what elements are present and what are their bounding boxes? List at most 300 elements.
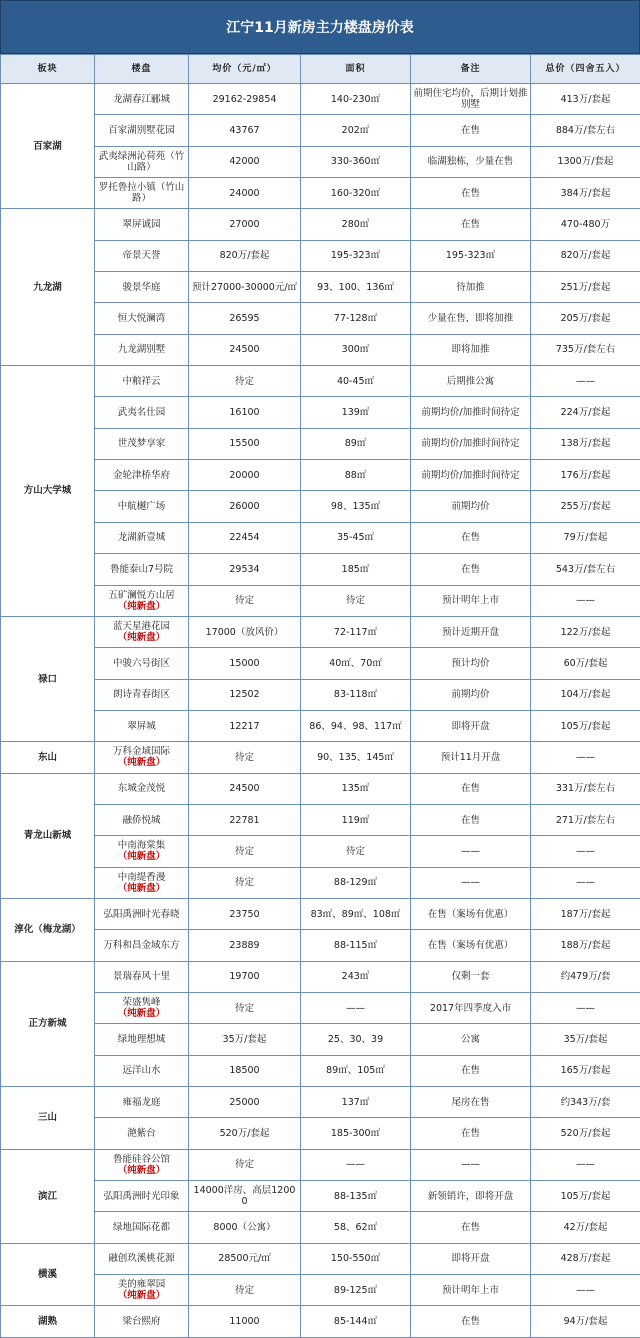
note-cell: 预计均价 (411, 648, 531, 679)
avg-price-cell: 14000洋房、高层12000 (189, 1181, 301, 1212)
area-cell: 25、30、39 (301, 1024, 411, 1055)
note-cell: 在售 (411, 804, 531, 835)
project-cell (95, 804, 189, 835)
area-cell: 195-323㎡ (301, 240, 411, 271)
project-name: 鲁能泰山7号院 (110, 564, 173, 575)
note-cell: 前期均价 (411, 679, 531, 710)
table-row (1, 898, 640, 929)
project-name: 百家湖别墅花园 (108, 125, 175, 136)
total-cell: 543万/套左右 (531, 554, 640, 585)
project-name: 翠屏城 (127, 721, 156, 732)
area-cell: 137㎡ (301, 1087, 411, 1118)
avg-price-cell: 预计27000-30000元/㎡ (189, 272, 301, 303)
total-cell: 约479万/套 (531, 961, 640, 992)
project-name: 朗诗青春街区 (113, 689, 170, 700)
area-cell: 72-117㎡ (301, 616, 411, 647)
total-cell: 251万/套起 (531, 272, 640, 303)
note-cell: 前期均价/加推时间待定 (411, 428, 531, 459)
avg-price-cell: 24500 (189, 334, 301, 365)
avg-price-cell: 24500 (189, 773, 301, 804)
project-cell (95, 178, 189, 209)
total-cell: 约343万/套 (531, 1087, 640, 1118)
project-cell (95, 1212, 189, 1243)
project-cell (95, 272, 189, 303)
header-district: 板块 (1, 55, 95, 84)
note-cell: 在售 (411, 554, 531, 585)
area-cell: 160-320㎡ (301, 178, 411, 209)
total-cell: —— (531, 992, 640, 1023)
total-cell: 35万/套起 (531, 1024, 640, 1055)
project-name: 景瑞春风十里 (113, 971, 170, 982)
total-cell: 138万/套起 (531, 428, 640, 459)
avg-price-cell: 25000 (189, 1087, 301, 1118)
avg-price-cell: 29162-29854 (189, 84, 301, 115)
total-cell: 470-480万 (531, 209, 640, 240)
project-name: 弘阳禹洲时光印象 (103, 1191, 179, 1202)
area-cell: 280㎡ (301, 209, 411, 240)
total-cell: 105万/套起 (531, 710, 640, 741)
project-cell (95, 522, 189, 553)
district-cell: 禄口 (1, 616, 95, 741)
avg-price-cell: 26000 (189, 491, 301, 522)
new-project-tag: （纯新盘） (97, 601, 186, 612)
district-cell: 三山 (1, 1087, 95, 1150)
project-name: 蓝天星港花园 (113, 621, 170, 632)
area-cell: 88-135㎡ (301, 1181, 411, 1212)
area-cell: 135㎡ (301, 773, 411, 804)
avg-price-cell: 待定 (189, 867, 301, 898)
note-cell: 公寓 (411, 1024, 531, 1055)
price-table (0, 54, 640, 1338)
avg-price-cell: 19700 (189, 961, 301, 992)
new-project-tag: （纯新盘） (97, 632, 186, 643)
district-cell: 横溪 (1, 1243, 95, 1306)
project-cell (95, 648, 189, 679)
table-row (1, 616, 640, 647)
table-row (1, 1275, 640, 1306)
table-row (1, 773, 640, 804)
table-header (1, 55, 640, 84)
header-area: 面积 (301, 55, 411, 84)
project-cell (95, 1275, 189, 1306)
project-name: 滟紫台 (127, 1128, 156, 1139)
avg-price-cell: 11000 (189, 1306, 301, 1337)
table-body (1, 84, 640, 1338)
avg-price-cell: 42000 (189, 146, 301, 177)
project-name: 骏景华庭 (122, 282, 160, 293)
area-cell: 202㎡ (301, 115, 411, 146)
area-cell: —— (301, 1149, 411, 1180)
project-name: 龙湖春江郦城 (113, 94, 170, 105)
note-cell: 在售 (411, 209, 531, 240)
table-row (1, 742, 640, 773)
note-cell: 后期推公寓 (411, 366, 531, 397)
area-cell: 86、94、98、117㎡ (301, 710, 411, 741)
area-cell: 40-45㎡ (301, 366, 411, 397)
note-cell: 在售 (411, 1055, 531, 1086)
table-row (1, 710, 640, 741)
table-row (1, 679, 640, 710)
area-cell: 90、135、145㎡ (301, 742, 411, 773)
avg-price-cell: 23750 (189, 898, 301, 929)
project-cell (95, 1149, 189, 1180)
project-cell (95, 585, 189, 616)
project-name: 武夷绿洲沁荷苑（竹山路） (99, 151, 185, 173)
area-cell: 185㎡ (301, 554, 411, 585)
table-row (1, 272, 640, 303)
total-cell: 735万/套左右 (531, 334, 640, 365)
district-cell: 方山大学城 (1, 366, 95, 617)
area-cell: 93、100、136㎡ (301, 272, 411, 303)
project-cell (95, 397, 189, 428)
project-name: 龙湖新壹城 (118, 532, 166, 543)
project-name: 中南缇香漫 (118, 872, 166, 883)
project-cell (95, 1055, 189, 1086)
project-cell (95, 867, 189, 898)
note-cell: 在售（案场有优惠） (411, 930, 531, 961)
avg-price-cell: 待定 (189, 585, 301, 616)
total-cell: —— (531, 742, 640, 773)
area-cell: 40㎡、70㎡ (301, 648, 411, 679)
table-row (1, 1181, 640, 1212)
project-name: 融创玖溪桃花源 (108, 1253, 175, 1264)
project-cell (95, 1306, 189, 1337)
table-row (1, 1306, 640, 1337)
district-cell: 滨江 (1, 1149, 95, 1243)
table-row (1, 1118, 640, 1149)
area-cell: 85-144㎡ (301, 1306, 411, 1337)
page-title: 江宁11月新房主力楼盘房价表 (0, 0, 640, 54)
new-project-tag: （纯新盘） (97, 1290, 186, 1301)
project-cell (95, 898, 189, 929)
note-cell: 在售 (411, 522, 531, 553)
avg-price-cell: 17000（放风价） (189, 616, 301, 647)
project-cell (95, 930, 189, 961)
note-cell: 待加推 (411, 272, 531, 303)
area-cell: 140-230㎡ (301, 84, 411, 115)
project-name: 荣盛隽峰 (122, 997, 160, 1008)
note-cell: 在售（案场有优惠） (411, 898, 531, 929)
project-cell (95, 961, 189, 992)
area-cell: 83-118㎡ (301, 679, 411, 710)
note-cell: —— (411, 867, 531, 898)
project-cell (95, 491, 189, 522)
avg-price-cell: 43767 (189, 115, 301, 146)
total-cell: 820万/套起 (531, 240, 640, 271)
table-row (1, 1149, 640, 1180)
total-cell: —— (531, 836, 640, 867)
avg-price-cell: 35万/套起 (189, 1024, 301, 1055)
avg-price-cell: 待定 (189, 992, 301, 1023)
project-name: 恒大悦澜湾 (118, 313, 166, 324)
area-cell: 89㎡ (301, 428, 411, 459)
avg-price-cell: 12217 (189, 710, 301, 741)
district-cell: 百家湖 (1, 84, 95, 209)
area-cell: 89-125㎡ (301, 1275, 411, 1306)
project-cell (95, 146, 189, 177)
table-row (1, 428, 640, 459)
total-cell: 271万/套左右 (531, 804, 640, 835)
total-cell: —— (531, 1149, 640, 1180)
new-project-tag: （纯新盘） (97, 851, 186, 862)
new-project-tag: （纯新盘） (97, 1165, 186, 1176)
table-row (1, 585, 640, 616)
project-cell (95, 460, 189, 491)
table-row (1, 992, 640, 1023)
avg-price-cell: 8000（公寓） (189, 1212, 301, 1243)
avg-price-cell: 28500元/㎡ (189, 1243, 301, 1274)
area-cell: 139㎡ (301, 397, 411, 428)
avg-price-cell: 520万/套起 (189, 1118, 301, 1149)
project-name: 世茂梦享家 (118, 438, 166, 449)
table-row (1, 1087, 640, 1118)
table-row (1, 961, 640, 992)
avg-price-cell: 15000 (189, 648, 301, 679)
project-cell (95, 836, 189, 867)
note-cell: 预计明年上市 (411, 1275, 531, 1306)
area-cell: 88-129㎡ (301, 867, 411, 898)
area-cell: 待定 (301, 585, 411, 616)
table-row (1, 836, 640, 867)
project-name: 绿地理想城 (118, 1034, 166, 1045)
project-name: 中粮祥云 (122, 376, 160, 387)
total-cell: 105万/套起 (531, 1181, 640, 1212)
table-row (1, 366, 640, 397)
table-row (1, 554, 640, 585)
note-cell: —— (411, 836, 531, 867)
table-row (1, 178, 640, 209)
project-name: 中骏六号街区 (113, 658, 170, 669)
area-cell: 35-45㎡ (301, 522, 411, 553)
table-row (1, 491, 640, 522)
total-cell: 60万/套起 (531, 648, 640, 679)
note-cell: 前期住宅均价，后期计划推别墅 (411, 84, 531, 115)
project-cell (95, 992, 189, 1023)
project-name: 万科金域国际 (113, 746, 170, 757)
table-row (1, 146, 640, 177)
project-cell (95, 1087, 189, 1118)
table-row (1, 209, 640, 240)
project-cell (95, 554, 189, 585)
district-cell: 青龙山新城 (1, 773, 95, 898)
total-cell: 331万/套左右 (531, 773, 640, 804)
table-row (1, 648, 640, 679)
note-cell: 在售 (411, 178, 531, 209)
project-name: 弘阳禹洲时光春晓 (103, 909, 179, 920)
total-cell: 428万/套起 (531, 1243, 640, 1274)
district-cell: 东山 (1, 742, 95, 773)
project-name: 罗托鲁拉小镇（竹山路） (99, 182, 185, 204)
note-cell: 195-323㎡ (411, 240, 531, 271)
note-cell: 尾房在售 (411, 1087, 531, 1118)
total-cell: 79万/套起 (531, 522, 640, 553)
avg-price-cell: 待定 (189, 836, 301, 867)
note-cell: 少量在售，即将加推 (411, 303, 531, 334)
table-row (1, 1212, 640, 1243)
note-cell: 在售 (411, 773, 531, 804)
note-cell: 预计11月开盘 (411, 742, 531, 773)
note-cell: 预计明年上市 (411, 585, 531, 616)
area-cell: 58、62㎡ (301, 1212, 411, 1243)
project-cell (95, 303, 189, 334)
project-name: 绿地国际花都 (113, 1222, 170, 1233)
avg-price-cell: 18500 (189, 1055, 301, 1086)
project-name: 中航樾广场 (118, 501, 166, 512)
avg-price-cell: 23889 (189, 930, 301, 961)
note-cell: —— (411, 1149, 531, 1180)
total-cell: 42万/套起 (531, 1212, 640, 1243)
note-cell: 即将开盘 (411, 710, 531, 741)
table-row (1, 397, 640, 428)
project-cell (95, 1118, 189, 1149)
project-name: 五矿澜悦方山居 (108, 590, 175, 601)
new-project-tag: （纯新盘） (97, 757, 186, 768)
avg-price-cell: 12502 (189, 679, 301, 710)
total-cell: 187万/套起 (531, 898, 640, 929)
project-cell (95, 773, 189, 804)
area-cell: 243㎡ (301, 961, 411, 992)
note-cell: 前期均价/加推时间待定 (411, 460, 531, 491)
project-name: 帝景天誉 (122, 250, 160, 261)
header-note: 备注 (411, 55, 531, 84)
total-cell: —— (531, 867, 640, 898)
project-cell (95, 710, 189, 741)
table-row (1, 522, 640, 553)
area-cell: 98、135㎡ (301, 491, 411, 522)
table-row (1, 334, 640, 365)
note-cell: 在售 (411, 1118, 531, 1149)
project-name: 美的雍翠园 (118, 1279, 166, 1290)
note-cell: 临湖独栋，少量在售 (411, 146, 531, 177)
total-cell: 520万/套起 (531, 1118, 640, 1149)
avg-price-cell: 26595 (189, 303, 301, 334)
note-cell: 在售 (411, 115, 531, 146)
note-cell: 预计近期开盘 (411, 616, 531, 647)
note-cell: 新领销许，即将开盘 (411, 1181, 531, 1212)
table-row (1, 1024, 640, 1055)
area-cell: 150-550㎡ (301, 1243, 411, 1274)
table-row (1, 84, 640, 115)
project-name: 万科和昌金域东方 (103, 940, 179, 951)
total-cell: 224万/套起 (531, 397, 640, 428)
project-cell (95, 742, 189, 773)
project-cell (95, 115, 189, 146)
area-cell: 88-115㎡ (301, 930, 411, 961)
avg-price-cell: 待定 (189, 366, 301, 397)
project-name: 远洋山水 (122, 1065, 160, 1076)
avg-price-cell: 27000 (189, 209, 301, 240)
district-cell: 湖熟 (1, 1306, 95, 1337)
note-cell: 仅剩一套 (411, 961, 531, 992)
area-cell: 300㎡ (301, 334, 411, 365)
total-cell: 104万/套起 (531, 679, 640, 710)
header-project: 楼盘 (95, 55, 189, 84)
avg-price-cell: 待定 (189, 1149, 301, 1180)
area-cell: 185-300㎡ (301, 1118, 411, 1149)
project-cell (95, 334, 189, 365)
total-cell: 205万/套起 (531, 303, 640, 334)
project-cell (95, 84, 189, 115)
total-cell: 122万/套起 (531, 616, 640, 647)
project-cell (95, 1243, 189, 1274)
total-cell: —— (531, 585, 640, 616)
avg-price-cell: 29534 (189, 554, 301, 585)
project-name: 鲁能硅谷公馆 (113, 1154, 170, 1165)
note-cell: 即将加推 (411, 334, 531, 365)
project-name: 中南海棠集 (118, 840, 166, 851)
note-cell: 2017年四季度入市 (411, 992, 531, 1023)
table-row (1, 804, 640, 835)
table-row (1, 240, 640, 271)
avg-price-cell: 15500 (189, 428, 301, 459)
total-cell: 1300万/套起 (531, 146, 640, 177)
project-name: 东城金茂悦 (118, 783, 166, 794)
area-cell: 89㎡、105㎡ (301, 1055, 411, 1086)
table-row (1, 303, 640, 334)
project-name: 武夷名仕园 (118, 407, 166, 418)
area-cell: 330-360㎡ (301, 146, 411, 177)
project-name: 翠屏诚园 (122, 219, 160, 230)
avg-price-cell: 16100 (189, 397, 301, 428)
table-row (1, 1243, 640, 1274)
avg-price-cell: 20000 (189, 460, 301, 491)
avg-price-cell: 待定 (189, 742, 301, 773)
total-cell: 884万/套左右 (531, 115, 640, 146)
note-cell: 即将开盘 (411, 1243, 531, 1274)
total-cell: 413万/套起 (531, 84, 640, 115)
avg-price-cell: 22454 (189, 522, 301, 553)
project-name: 梁台熙府 (122, 1316, 160, 1327)
table-row (1, 867, 640, 898)
avg-price-cell: 待定 (189, 1275, 301, 1306)
area-cell: 待定 (301, 836, 411, 867)
project-name: 九龙湖别墅 (118, 344, 166, 355)
total-cell: 165万/套起 (531, 1055, 640, 1086)
project-cell (95, 366, 189, 397)
total-cell: —— (531, 366, 640, 397)
avg-price-cell: 22781 (189, 804, 301, 835)
project-cell (95, 1024, 189, 1055)
area-cell: 83㎡、89㎡、108㎡ (301, 898, 411, 929)
total-cell: 384万/套起 (531, 178, 640, 209)
avg-price-cell: 820万/套起 (189, 240, 301, 271)
project-cell (95, 679, 189, 710)
district-cell: 正方新城 (1, 961, 95, 1086)
note-cell: 前期均价/加推时间待定 (411, 397, 531, 428)
table-row (1, 1055, 640, 1086)
project-cell (95, 1181, 189, 1212)
avg-price-cell: 24000 (189, 178, 301, 209)
project-name: 融侨悦城 (122, 815, 160, 826)
header-total: 总价（四舍五入） (531, 55, 640, 84)
total-cell: 176万/套起 (531, 460, 640, 491)
project-cell (95, 240, 189, 271)
project-name: 金轮津桥华府 (113, 470, 170, 481)
note-cell: 在售 (411, 1212, 531, 1243)
project-cell (95, 616, 189, 647)
project-name: 雍福龙庭 (122, 1097, 160, 1108)
area-cell: 77-128㎡ (301, 303, 411, 334)
table-row (1, 930, 640, 961)
new-project-tag: （纯新盘） (97, 883, 186, 894)
total-cell: —— (531, 1275, 640, 1306)
total-cell: 188万/套起 (531, 930, 640, 961)
area-cell: 119㎡ (301, 804, 411, 835)
header-avg-price: 均价（元/㎡） (189, 55, 301, 84)
project-cell (95, 209, 189, 240)
project-cell (95, 428, 189, 459)
district-cell: 九龙湖 (1, 209, 95, 366)
